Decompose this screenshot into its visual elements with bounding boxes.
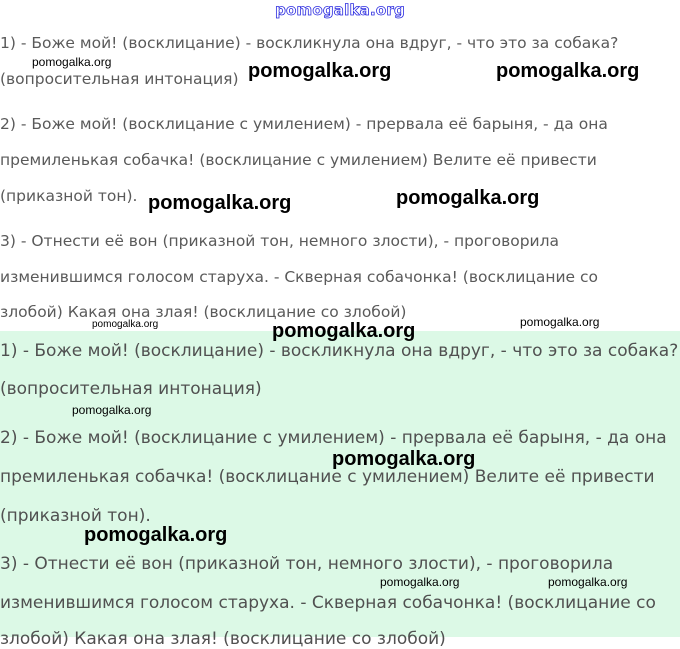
watermark: pomogalka.org	[332, 448, 476, 470]
highlighted-line-2: (вопросительная интонация)	[0, 379, 262, 399]
watermark: pomogalka.org	[496, 60, 640, 82]
watermark: pomogalka.org	[32, 55, 112, 69]
passage-line-2: (вопросительная интонация)	[0, 70, 239, 88]
watermark: pomogalka.org	[548, 575, 628, 589]
highlighted-line-1: 1) - Боже мой! (восклицание) - воскликнула она вдруг, - что это за собака?	[0, 341, 679, 361]
highlighted-line-7: изменившимся голосом старуха. - Скверная собачонка! (восклицание со	[0, 593, 656, 613]
watermark: pomogalka.org	[248, 60, 392, 82]
watermark: pomogalka.org	[272, 320, 416, 342]
highlighted-line-3: 2) - Боже мой! (восклицание с умилением) - прервала её барыня, - да она	[0, 428, 667, 448]
passage-line-6: 3) - Отнести её вон (приказной тон, немного злости), - проговорила	[0, 232, 560, 250]
highlighted-line-8: злобой) Какая она злая! (восклицание со злобой)	[0, 629, 446, 649]
watermark: pomogalka.org	[92, 319, 159, 330]
passage-line-5: (приказной тон).	[0, 187, 138, 205]
watermark: pomogalka.org	[520, 315, 600, 329]
watermark: pomogalka.org	[380, 575, 460, 589]
highlighted-line-5: (приказной тон).	[0, 506, 151, 526]
watermark: pomogalka.org	[148, 192, 292, 214]
highlighted-line-4: премиленькая собачка! (восклицание с умилением) Велите её привести	[0, 467, 655, 487]
watermark: pomogalka.org	[84, 524, 228, 546]
watermark: pomogalka.org	[396, 187, 540, 209]
site-logo: pomogalka.org	[275, 1, 405, 19]
watermark: pomogalka.org	[72, 403, 152, 417]
passage-line-3: 2) - Боже мой! (восклицание с умилением) - прервала её барыня, - да она	[0, 115, 608, 133]
passage-line-7: изменившимся голосом старуха. - Скверная собачонка! (восклицание со	[0, 268, 599, 286]
highlighted-line-6: 3) - Отнести её вон (приказной тон, немного злости), - проговорила	[0, 554, 614, 574]
passage-line-8: злобой) Какая она злая! (восклицание со злобой)	[0, 303, 407, 321]
passage-line-4: премиленькая собачка! (восклицание с умилением) Велите её привести	[0, 151, 597, 169]
passage-line-1: 1) - Боже мой! (восклицание) - воскликнула она вдруг, - что это за собака?	[0, 34, 619, 52]
